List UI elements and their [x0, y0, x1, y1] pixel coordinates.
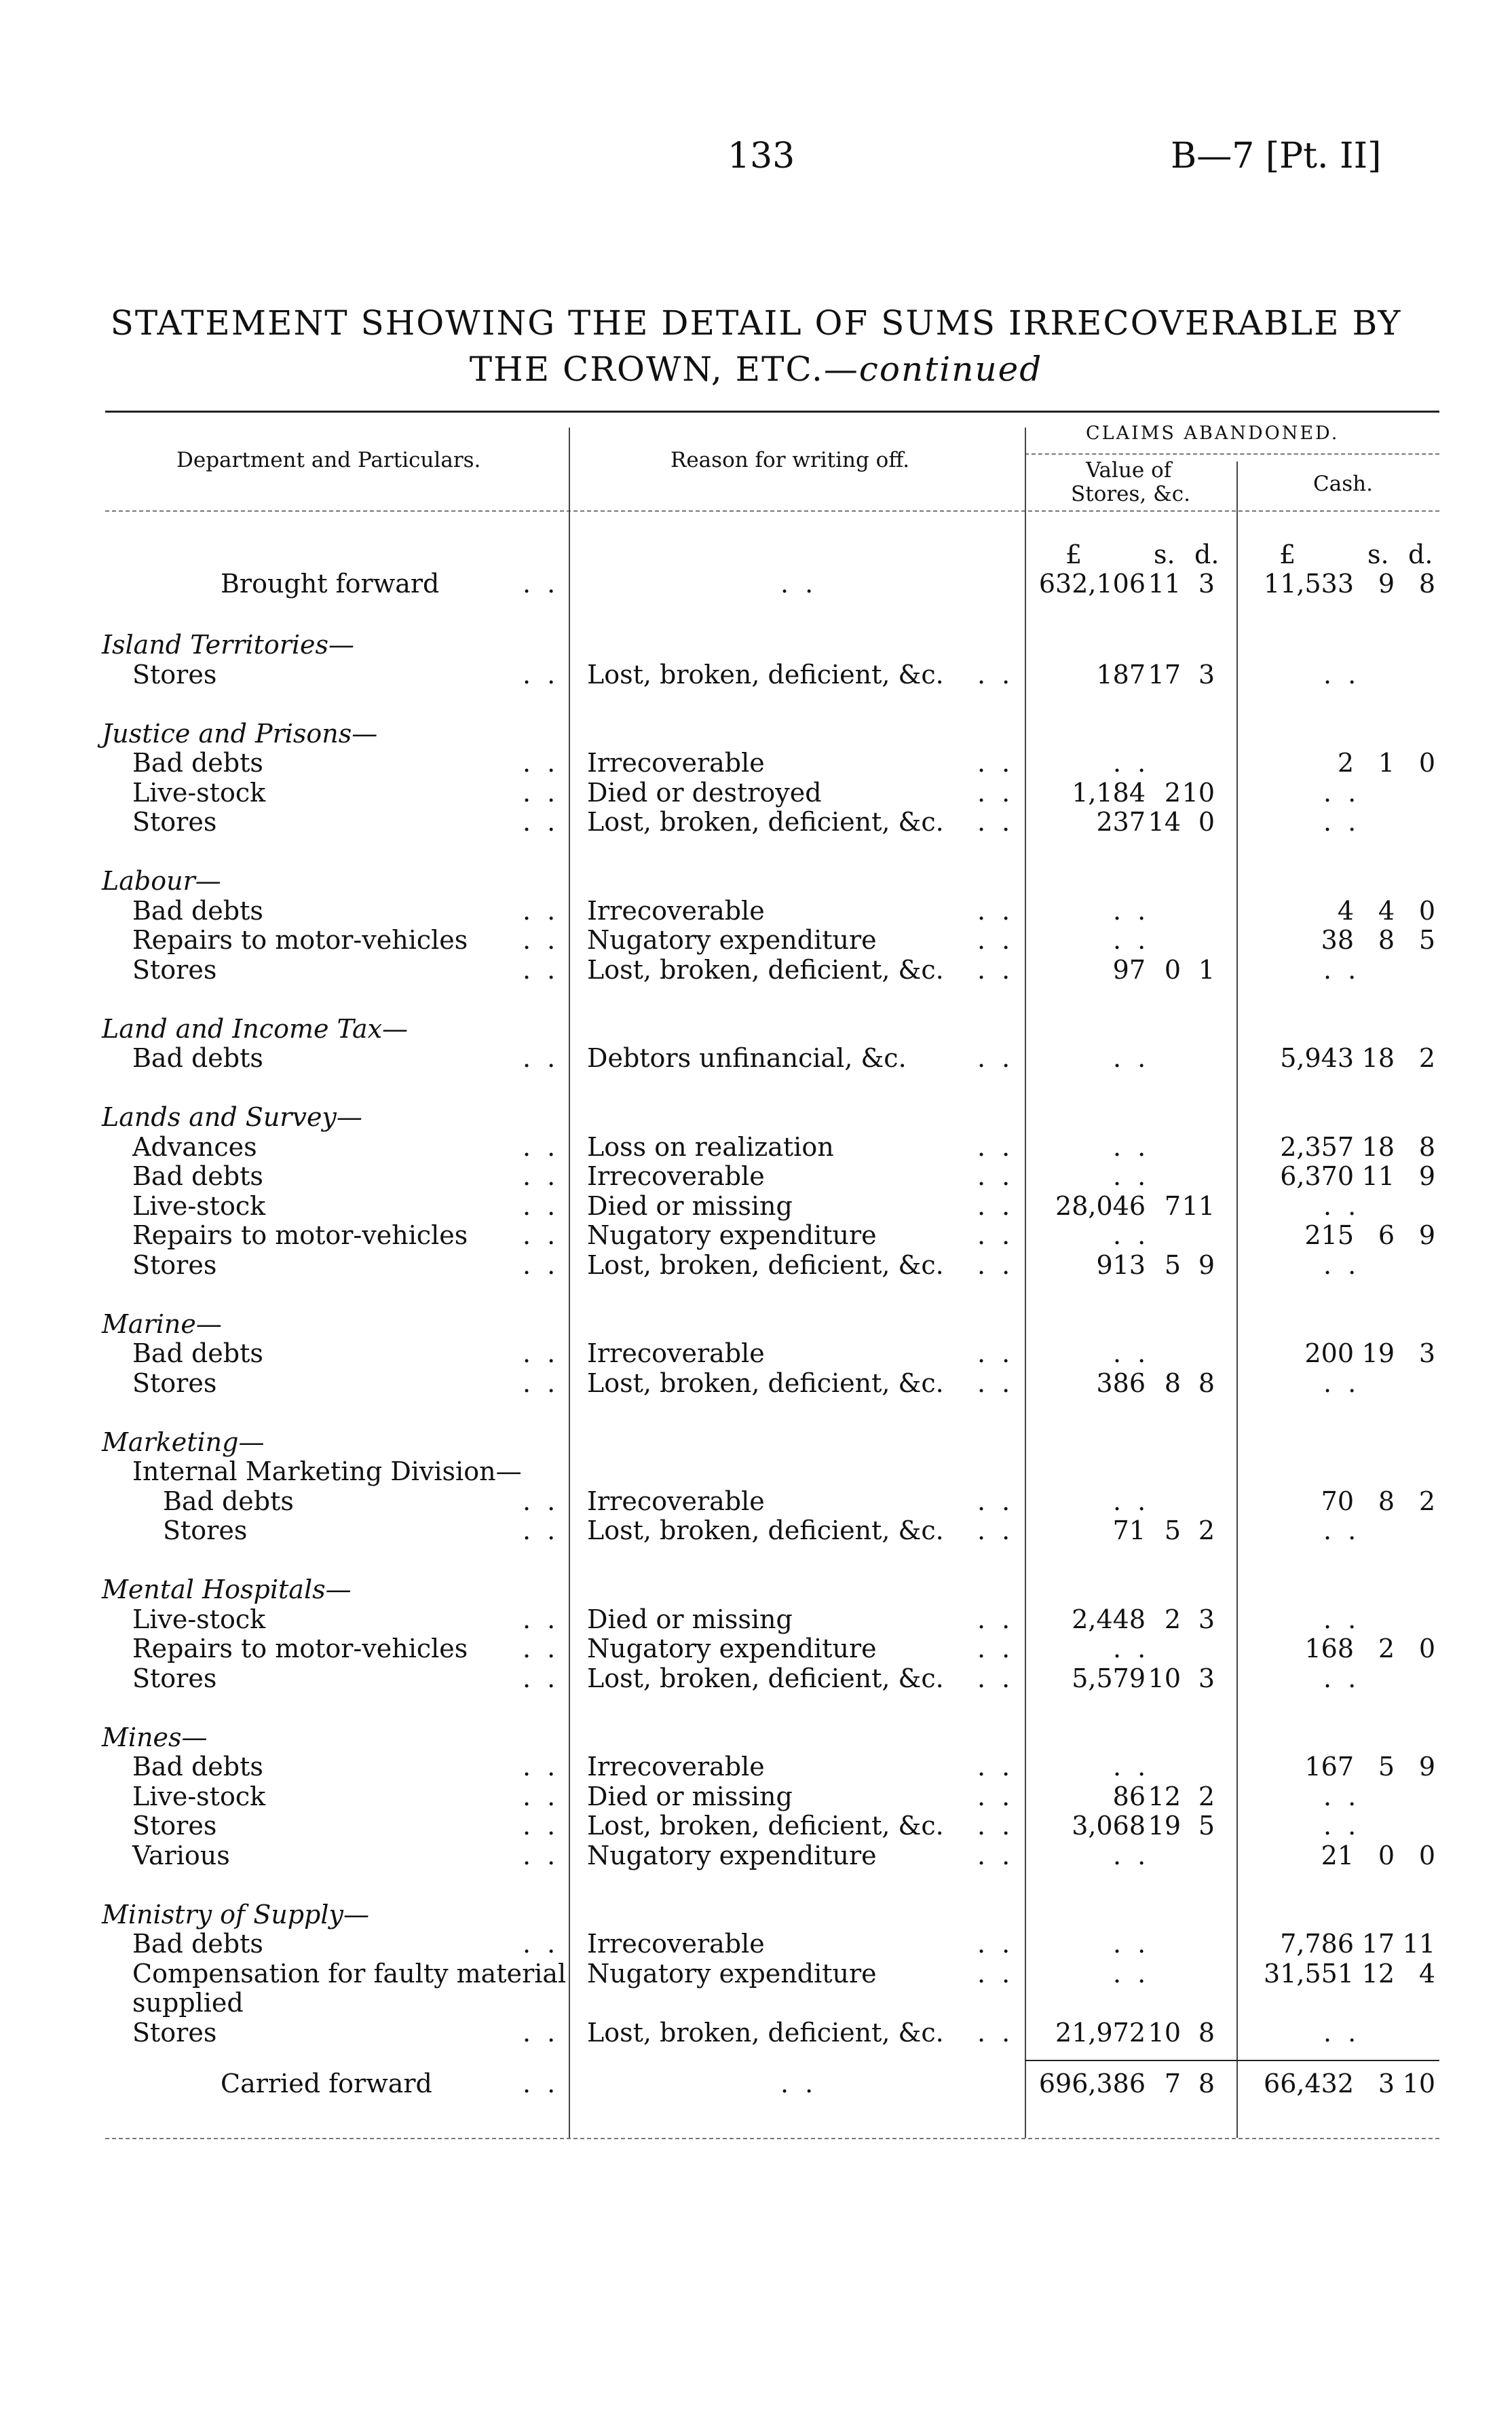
row-reason: Died or missing: [587, 1604, 793, 1634]
row-cash-pence: 2: [1418, 1043, 1435, 1073]
row-reason-leader: . .: [977, 925, 1015, 955]
row-cash-blank: . .: [1323, 659, 1361, 690]
claims-rule: [1025, 453, 1439, 455]
row-stores-pounds: 237: [1096, 807, 1146, 837]
brought-forward-stores-pence: 3: [1198, 569, 1215, 599]
row-reason: Lost, broken, deficient, &c.: [587, 954, 944, 985]
row-reason: Nugatory expenditure: [587, 1634, 877, 1663]
row-stores-pence: 9: [1198, 1249, 1215, 1280]
row-stores-pounds: 28,046: [1055, 1190, 1146, 1221]
row-cash-pounds: 7,786: [1280, 1929, 1354, 1959]
row-cash-shillings: 0: [1378, 1840, 1395, 1870]
row-stores-pounds: 21,972: [1055, 2017, 1146, 2048]
row-stores-pounds: 3,068: [1072, 1811, 1146, 1841]
row-cash-shillings: 1: [1378, 748, 1395, 778]
row-reason-leader: . .: [977, 1604, 1015, 1634]
row-reason: Lost, broken, deficient, &c.: [587, 659, 944, 690]
col-value-stores-heading-2: Stores, &c.: [1071, 482, 1190, 506]
row-reason: Lost, broken, deficient, &c.: [587, 2017, 944, 2048]
row-cash-blank: . .: [1323, 1190, 1361, 1221]
row-item-label: Stores: [132, 954, 217, 985]
carried-forward-reason-leader: . .: [780, 2069, 818, 2098]
row-item-label: Bad debts: [132, 895, 263, 926]
row-reason: Nugatory expenditure: [587, 1958, 877, 1989]
row-cash-pounds: 167: [1304, 1752, 1354, 1782]
row-cash-pence: 0: [1418, 1840, 1435, 1870]
row-cash-pence: 0: [1418, 748, 1435, 778]
row-cash-shillings: 4: [1378, 895, 1395, 926]
row-reason-leader: . .: [977, 1811, 1015, 1841]
row-item-label: Live-stock: [132, 1781, 266, 1811]
row-reason-leader: . .: [977, 1368, 1015, 1398]
row-item-label: Stores: [132, 1811, 217, 1841]
row-cash-pence: 0: [1418, 895, 1435, 926]
row-cash-pounds: 2: [1337, 748, 1354, 778]
row-cash-shillings: 19: [1361, 1338, 1395, 1368]
row-reason-leader: . .: [977, 1249, 1015, 1280]
row-stores-pence: 10: [1182, 777, 1215, 808]
row-item-leader: . .: [523, 2017, 560, 2048]
row-item-label: Repairs to motor-vehicles: [132, 1220, 468, 1250]
section-heading: Marine—: [102, 1308, 222, 1339]
row-stores-blank: . .: [1113, 1338, 1150, 1368]
row-reason-leader: . .: [977, 748, 1015, 778]
section-heading: Land and Income Tax—: [102, 1013, 409, 1044]
col-claims-heading: CLAIMS ABANDONED.: [1086, 423, 1340, 444]
row-cash-blank: . .: [1323, 807, 1361, 837]
row-reason: Irrecoverable: [587, 895, 765, 926]
row-reason: Irrecoverable: [587, 1929, 765, 1959]
carried-forward-stores-pence: 8: [1198, 2069, 1215, 2098]
section-subheading: Internal Marketing Division—: [132, 1456, 522, 1486]
row-reason-leader: . .: [977, 1161, 1015, 1191]
row-cash-blank: . .: [1323, 1663, 1361, 1693]
row-stores-pounds: 5,579: [1072, 1663, 1146, 1693]
row-cash-pence: 4: [1418, 1958, 1435, 1989]
cash-pence-unit: d.: [1408, 540, 1433, 569]
row-cash-pence: 8: [1418, 1131, 1435, 1162]
row-cash-pence: 11: [1402, 1929, 1435, 1959]
brought-forward-cash-pounds: 11,533: [1264, 569, 1354, 599]
row-reason: Lost, broken, deficient, &c.: [587, 1515, 944, 1545]
row-stores-pounds: 913: [1096, 1249, 1146, 1280]
row-item-leader: . .: [523, 1161, 560, 1191]
row-stores-shillings: 2: [1164, 777, 1181, 808]
row-reason-leader: . .: [977, 1752, 1015, 1782]
row-reason-leader: . .: [977, 1131, 1015, 1162]
row-item-leader: . .: [523, 1634, 560, 1663]
row-cash-shillings: 11: [1361, 1161, 1395, 1191]
row-item-leader: . .: [523, 1249, 560, 1280]
row-reason-leader: . .: [977, 807, 1015, 837]
carried-forward-leader: . .: [523, 2069, 560, 2098]
row-stores-pence: 8: [1198, 1368, 1215, 1398]
row-stores-pounds: 71: [1112, 1515, 1146, 1545]
header-bottom-rule: [105, 510, 1439, 512]
row-reason: Nugatory expenditure: [587, 1840, 877, 1870]
section-heading: Mines—: [102, 1722, 208, 1752]
brought-forward-stores-pounds: 632,106: [1038, 569, 1146, 599]
row-item-leader: . .: [523, 1604, 560, 1634]
row-stores-blank: . .: [1113, 1929, 1150, 1959]
stores-pence-unit: d.: [1194, 540, 1220, 569]
title-line-2-main: THE CROWN, ETC.—: [469, 350, 859, 389]
row-stores-shillings: 7: [1164, 1190, 1181, 1221]
row-item-label: Live-stock: [132, 1604, 266, 1634]
row-item-label: Repairs to motor-vehicles: [132, 1634, 468, 1663]
row-reason: Died or destroyed: [587, 777, 822, 808]
row-reason: Nugatory expenditure: [587, 925, 877, 955]
row-item-leader: . .: [523, 1043, 560, 1073]
row-stores-pence: 1: [1198, 954, 1215, 985]
row-item-label: Bad debts: [132, 748, 263, 778]
row-cash-shillings: 12: [1361, 1958, 1395, 1989]
row-stores-shillings: 5: [1164, 1515, 1181, 1545]
brought-forward-cash-pence: 8: [1418, 569, 1435, 599]
row-stores-blank: . .: [1113, 1752, 1150, 1782]
col-cash-heading: Cash.: [1313, 472, 1373, 496]
row-stores-pounds: 386: [1096, 1368, 1146, 1398]
row-item-label: Live-stock: [132, 1190, 266, 1221]
section-heading: Mental Hospitals—: [102, 1575, 352, 1604]
row-stores-shillings: 8: [1164, 1368, 1181, 1398]
brought-forward-reason-leader: . .: [780, 569, 818, 599]
row-item-leader: . .: [523, 925, 560, 955]
row-item-leader: . .: [523, 1131, 560, 1162]
row-cash-pounds: 215: [1304, 1220, 1354, 1250]
row-reason-leader: . .: [977, 1663, 1015, 1693]
row-cash-shillings: 18: [1361, 1131, 1395, 1162]
row-item-label: Bad debts: [132, 1161, 263, 1191]
row-stores-pence: 0: [1198, 807, 1215, 837]
row-cash-pence: 0: [1418, 1634, 1435, 1663]
stores-pound-unit: £: [1065, 540, 1082, 569]
carried-forward-cash-pounds: 66,432: [1264, 2069, 1354, 2098]
row-reason-leader: . .: [977, 1515, 1015, 1545]
row-cash-pence: 2: [1418, 1486, 1435, 1516]
row-item-leader: . .: [523, 1781, 560, 1811]
row-item-leader: . .: [523, 895, 560, 926]
row-item-leader: . .: [523, 1929, 560, 1959]
page-number: 133: [727, 136, 795, 176]
row-cash-pounds: 38: [1321, 925, 1354, 955]
col-divider-3: [1236, 462, 1238, 2138]
col-divider-1: [569, 428, 570, 2138]
carried-forward-cash-shillings: 3: [1378, 2069, 1395, 2098]
row-cash-shillings: 8: [1378, 1486, 1395, 1516]
brought-forward-stores-shillings: 11: [1148, 569, 1181, 599]
row-reason-leader: . .: [977, 1781, 1015, 1811]
row-item-label-cont: supplied: [132, 1988, 244, 2018]
row-stores-pence: 2: [1198, 1515, 1215, 1545]
row-reason: Loss on realization: [587, 1131, 834, 1162]
row-item-label: Bad debts: [132, 1043, 263, 1073]
row-item-leader: . .: [523, 1663, 560, 1693]
row-item-leader: . .: [523, 659, 560, 690]
row-item-leader: . .: [523, 1220, 560, 1250]
row-reason-leader: . .: [977, 777, 1015, 808]
row-item-leader: . .: [523, 954, 560, 985]
row-stores-blank: . .: [1113, 1958, 1150, 1989]
row-cash-pounds: 31,551: [1264, 1958, 1354, 1989]
row-cash-shillings: 5: [1378, 1752, 1395, 1782]
row-reason: Irrecoverable: [587, 1486, 765, 1516]
row-cash-pounds: 2,357: [1280, 1131, 1354, 1162]
row-stores-shillings: 10: [1148, 2017, 1181, 2048]
row-stores-blank: . .: [1113, 895, 1150, 926]
row-reason-leader: . .: [977, 1840, 1015, 1870]
row-cash-pounds: 70: [1321, 1486, 1354, 1516]
row-reason: Irrecoverable: [587, 1338, 765, 1368]
row-cash-pence: 9: [1418, 1161, 1435, 1191]
row-reason: Lost, broken, deficient, &c.: [587, 1811, 944, 1841]
row-cash-blank: . .: [1323, 2017, 1361, 2048]
section-heading: Ministry of Supply—: [102, 1899, 369, 1929]
row-reason-leader: . .: [977, 1043, 1015, 1073]
row-stores-shillings: 2: [1164, 1604, 1181, 1634]
row-reason-leader: . .: [977, 1958, 1015, 1989]
row-reason: Lost, broken, deficient, &c.: [587, 1249, 944, 1280]
title-line-1: STATEMENT SHOWING THE DETAIL OF SUMS IRRECOVERABLE BY: [110, 303, 1402, 343]
row-stores-blank: . .: [1113, 1634, 1150, 1663]
row-stores-pence: 3: [1198, 1663, 1215, 1693]
row-item-label: Bad debts: [132, 1752, 263, 1782]
row-stores-pence: 3: [1198, 1604, 1215, 1634]
row-item-label: Stores: [132, 1249, 217, 1280]
row-item-leader: . .: [523, 1338, 560, 1368]
row-stores-blank: . .: [1113, 1220, 1150, 1250]
row-item-label: Various: [132, 1840, 230, 1870]
row-stores-pounds: 1,184: [1072, 777, 1146, 808]
brought-forward-cash-shillings: 9: [1378, 569, 1395, 599]
row-stores-blank: . .: [1113, 1161, 1150, 1191]
row-stores-pence: 3: [1198, 659, 1215, 690]
row-stores-blank: . .: [1113, 925, 1150, 955]
row-cash-shillings: 2: [1378, 1634, 1395, 1663]
row-reason-leader: . .: [977, 2017, 1015, 2048]
row-cash-blank: . .: [1323, 777, 1361, 808]
row-stores-pounds: 97: [1112, 954, 1146, 985]
row-cash-pence: 3: [1418, 1338, 1435, 1368]
row-cash-blank: . .: [1323, 1249, 1361, 1280]
row-cash-shillings: 17: [1361, 1929, 1395, 1959]
row-cash-pence: 9: [1418, 1752, 1435, 1782]
section-heading: Lands and Survey—: [102, 1102, 362, 1132]
row-stores-blank: . .: [1113, 1131, 1150, 1162]
row-stores-pence: 8: [1198, 2017, 1215, 2048]
row-reason: Debtors unfinancial, &c.: [587, 1043, 907, 1073]
row-stores-pence: 5: [1198, 1811, 1215, 1841]
stores-shilling-unit: s.: [1154, 540, 1175, 569]
row-cash-blank: . .: [1323, 1604, 1361, 1634]
row-item-leader: . .: [523, 1486, 560, 1516]
row-cash-blank: . .: [1323, 954, 1361, 985]
row-cash-pounds: 6,370: [1280, 1161, 1354, 1191]
row-stores-pence: 11: [1182, 1190, 1215, 1221]
row-reason: Lost, broken, deficient, &c.: [587, 1368, 944, 1398]
col-department-heading: Department and Particulars.: [176, 448, 481, 472]
row-cash-shillings: 18: [1361, 1043, 1395, 1073]
row-item-leader: . .: [523, 1752, 560, 1782]
row-item-label: Compensation for faulty material: [132, 1958, 567, 1989]
row-item-leader: . .: [523, 1840, 560, 1870]
row-item-label: Repairs to motor-vehicles: [132, 925, 468, 955]
row-reason: Died or missing: [587, 1781, 793, 1811]
row-stores-pence: 2: [1198, 1781, 1215, 1811]
row-stores-shillings: 5: [1164, 1249, 1181, 1280]
row-item-leader: . .: [523, 748, 560, 778]
row-stores-blank: . .: [1113, 748, 1150, 778]
row-item-label: Advances: [132, 1131, 257, 1162]
row-reason-leader: . .: [977, 1338, 1015, 1368]
row-stores-shillings: 10: [1148, 1663, 1181, 1693]
row-reason: Lost, broken, deficient, &c.: [587, 807, 944, 837]
page-reference: B—7 [Pt. II]: [1171, 136, 1382, 176]
row-stores-blank: . .: [1113, 1043, 1150, 1073]
row-cash-pounds: 5,943: [1280, 1043, 1354, 1073]
row-stores-blank: . .: [1113, 1840, 1150, 1870]
row-item-leader: . .: [523, 777, 560, 808]
col-value-stores-heading-1: Value of: [1086, 458, 1172, 483]
title-line-2: [0, 350, 1512, 389]
row-reason: Died or missing: [587, 1190, 793, 1221]
row-reason: Irrecoverable: [587, 748, 765, 778]
row-item-label: Stores: [132, 1368, 217, 1398]
row-item-label: Live-stock: [132, 777, 266, 808]
carried-forward-stores-shillings: 7: [1164, 2069, 1181, 2098]
row-stores-shillings: 19: [1148, 1811, 1181, 1841]
carried-forward-label: Carried forward: [221, 2069, 432, 2098]
row-stores-shillings: 0: [1164, 954, 1181, 985]
section-heading: Labour—: [102, 866, 221, 896]
row-item-leader: . .: [523, 1515, 560, 1545]
row-cash-pounds: 21: [1321, 1840, 1354, 1870]
brought-forward-label: Brought forward: [221, 569, 440, 599]
row-reason: Irrecoverable: [587, 1161, 765, 1191]
row-stores-pounds: 187: [1096, 659, 1146, 690]
row-cash-blank: . .: [1323, 1368, 1361, 1398]
row-item-leader: . .: [523, 807, 560, 837]
carried-forward-stores-pounds: 696,386: [1038, 2069, 1146, 2098]
section-heading: Justice and Prisons—: [102, 718, 378, 749]
title-line-2-italic: continued: [858, 350, 1043, 389]
row-reason-leader: . .: [977, 1929, 1015, 1959]
section-heading: Island Territories—: [102, 630, 355, 660]
row-stores-shillings: 14: [1148, 807, 1181, 837]
row-item-leader: . .: [523, 1368, 560, 1398]
row-stores-pounds: 2,448: [1072, 1604, 1146, 1634]
row-cash-blank: . .: [1323, 1811, 1361, 1841]
row-reason-leader: . .: [977, 1190, 1015, 1221]
row-reason: Irrecoverable: [587, 1752, 765, 1782]
row-reason-leader: . .: [977, 659, 1015, 690]
row-cash-shillings: 6: [1378, 1220, 1395, 1250]
total-rule: [1025, 2060, 1439, 2061]
table-bottom-rule: [105, 2138, 1439, 2139]
row-reason: Nugatory expenditure: [587, 1220, 877, 1250]
row-item-label: Bad debts: [132, 1338, 263, 1368]
row-cash-pounds: 4: [1337, 895, 1354, 926]
row-item-label: Bad debts: [163, 1486, 294, 1516]
row-cash-pounds: 200: [1304, 1338, 1354, 1368]
row-item-label: Stores: [132, 659, 217, 690]
row-stores-pounds: 86: [1112, 1781, 1146, 1811]
row-stores-blank: . .: [1113, 1486, 1150, 1516]
row-reason-leader: . .: [977, 1220, 1015, 1250]
row-item-label: Bad debts: [132, 1929, 263, 1959]
col-reason-heading: Reason for writing off.: [670, 448, 910, 472]
row-cash-shillings: 8: [1378, 925, 1395, 955]
row-reason: Lost, broken, deficient, &c.: [587, 1663, 944, 1693]
row-item-label: Stores: [132, 2017, 217, 2048]
row-reason-leader: . .: [977, 954, 1015, 985]
row-cash-pence: 9: [1418, 1220, 1435, 1250]
cash-pound-unit: £: [1279, 540, 1296, 569]
table-top-rule: [105, 411, 1439, 413]
row-item-label: Stores: [132, 1663, 217, 1693]
brought-forward-leader: . .: [523, 569, 560, 599]
carried-forward-cash-pence: 10: [1402, 2069, 1435, 2098]
row-cash-pence: 5: [1418, 925, 1435, 955]
section-heading: Marketing—: [102, 1427, 265, 1457]
row-reason-leader: . .: [977, 1486, 1015, 1516]
row-item-label: Stores: [163, 1515, 248, 1545]
row-cash-blank: . .: [1323, 1515, 1361, 1545]
row-cash-pounds: 168: [1304, 1634, 1354, 1663]
row-stores-shillings: 17: [1148, 659, 1181, 690]
row-item-leader: . .: [523, 1811, 560, 1841]
row-item-label: Stores: [132, 807, 217, 837]
row-reason-leader: . .: [977, 895, 1015, 926]
cash-shilling-unit: s.: [1367, 540, 1389, 569]
row-cash-blank: . .: [1323, 1781, 1361, 1811]
row-reason-leader: . .: [977, 1634, 1015, 1663]
row-item-leader: . .: [523, 1190, 560, 1221]
row-stores-shillings: 12: [1148, 1781, 1181, 1811]
